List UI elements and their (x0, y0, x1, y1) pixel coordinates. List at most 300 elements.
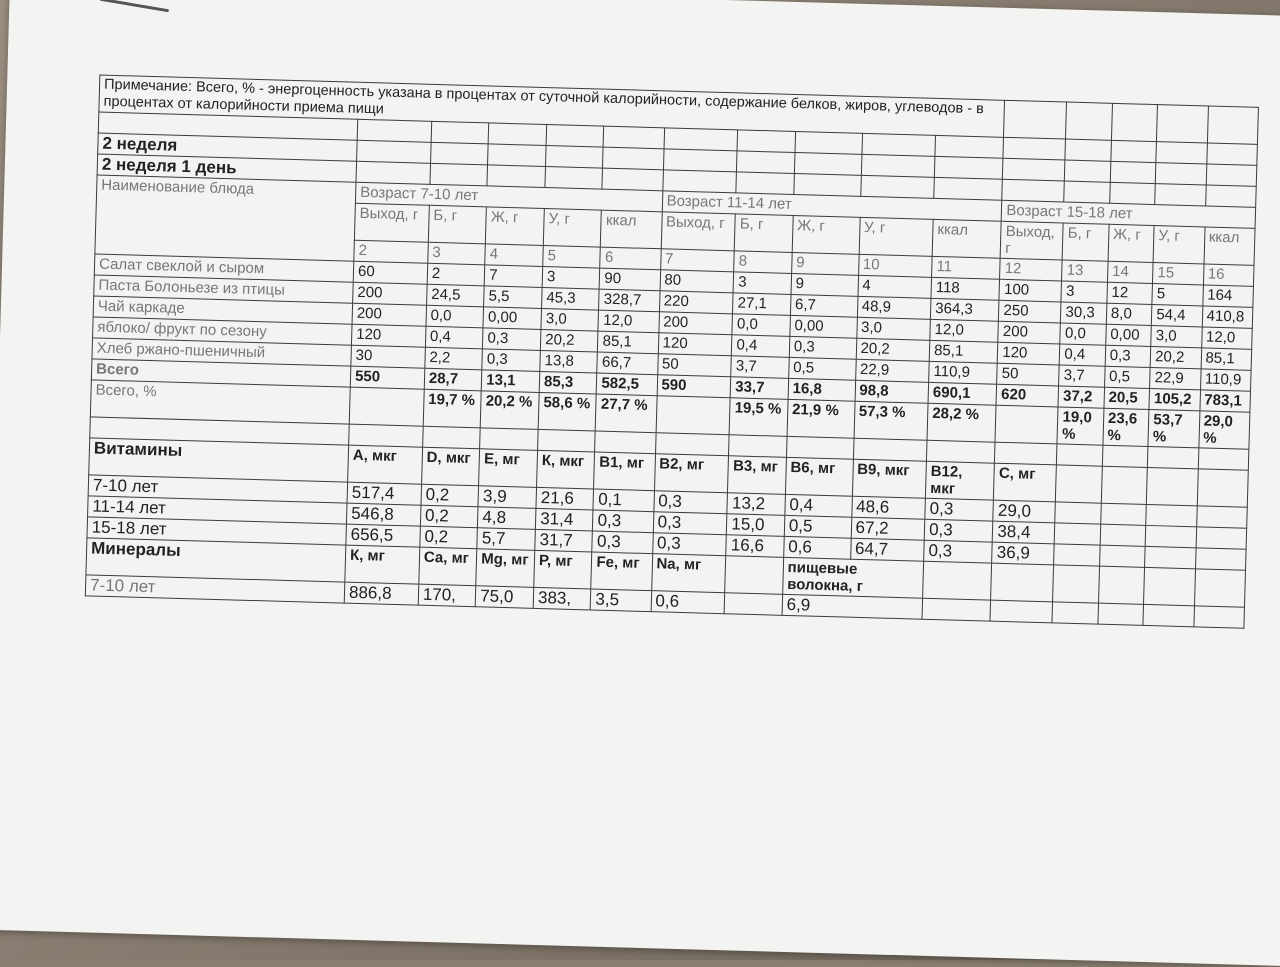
table-cell (1053, 565, 1099, 603)
dish-value: 118 (931, 277, 1000, 300)
total-pct-value: 29,0 % (1198, 411, 1249, 449)
dish-value: 13,8 (540, 350, 598, 373)
table-cell (488, 123, 546, 146)
dish-value: 54,4 (1152, 305, 1203, 327)
table-cell (1101, 503, 1147, 525)
vitamin-header: D, мкг (421, 447, 479, 486)
dish-value: 2 (427, 263, 485, 286)
dish-value: 0,00 (790, 315, 857, 338)
table-cell (1157, 105, 1208, 143)
column-header: Выход, г (661, 212, 736, 251)
dish-name-header: Наименование блюда (95, 175, 356, 261)
table-cell (729, 435, 787, 458)
table-cell (1146, 504, 1197, 526)
day-label: 2 неделя 1 день (97, 154, 356, 182)
vitamin-value: 0,3 (653, 491, 727, 514)
table-cell (1004, 100, 1067, 139)
table-cell (1055, 523, 1101, 545)
column-header: Б, г (735, 214, 793, 253)
vitamin-age: 15-18 лет (87, 517, 346, 545)
vitamin-age: 11-14 лет (88, 496, 347, 524)
minerals-title: Минералы (86, 538, 346, 582)
dish-value: 50 (997, 363, 1060, 386)
total-value: 550 (350, 366, 424, 389)
total-pct-value (995, 405, 1058, 444)
table-cell (1052, 602, 1098, 624)
column-header: Выход, г (354, 203, 429, 242)
vitamin-value: 31,4 (535, 508, 593, 531)
table-cell (1206, 143, 1257, 165)
mineral-value: 75,0 (475, 586, 533, 609)
column-number: 4 (485, 244, 543, 267)
vitamin-header: В2, мг (654, 454, 729, 493)
dish-value: 2,2 (425, 347, 483, 370)
vitamin-value: 0,2 (420, 526, 478, 549)
table-cell (1145, 525, 1196, 547)
total-value: 37,2 (1058, 386, 1104, 408)
vitamin-header: В3, мг (728, 456, 786, 495)
total-value: 105,2 (1149, 388, 1200, 410)
vitamin-value: 0,6 (783, 536, 850, 559)
vitamin-value: 64,7 (850, 538, 924, 561)
table-cell (1196, 506, 1247, 528)
vitamin-value: 0,3 (925, 498, 994, 521)
vitamin-value: 0,4 (785, 494, 852, 517)
total-pct-value: 27,7 % (596, 394, 657, 433)
table-cell (1147, 467, 1198, 505)
table-cell (1064, 181, 1110, 203)
table-cell (926, 440, 995, 463)
total-pct-value: 19,0 % (1057, 407, 1103, 445)
total-label: Всего (91, 359, 350, 387)
column-header: Выход, г (1000, 221, 1063, 260)
mineral-header: Р, мг (534, 550, 592, 589)
table-cell (1205, 185, 1256, 207)
vitamin-value: 0,2 (421, 484, 479, 507)
table-cell (431, 121, 489, 144)
total-value: 582,5 (597, 373, 658, 396)
table-cell (1145, 546, 1196, 568)
table-cell (546, 125, 604, 148)
vitamin-header: В6, мг (785, 457, 853, 496)
table-cell (488, 144, 546, 167)
dish-value: 3,0 (1151, 326, 1202, 348)
table-cell (1003, 137, 1066, 160)
vitamin-value: 656,5 (346, 524, 420, 547)
table-cell (603, 147, 664, 170)
table-cell (1102, 445, 1148, 467)
table-cell (664, 128, 738, 151)
dish-value: 3 (542, 266, 600, 289)
table-cell (1057, 444, 1103, 466)
vitamin-value: 0,2 (420, 505, 478, 528)
age-group-2: Возраст 15-18 лет (1002, 200, 1256, 228)
table-cell (1065, 160, 1111, 182)
table-cell (794, 173, 861, 196)
dish-value: 60 (353, 261, 427, 284)
dish-value: 27,1 (733, 293, 791, 316)
dish-value: 3,0 (541, 308, 599, 331)
dish-value: 22,9 (1150, 367, 1201, 389)
dish-value: 20,2 (540, 329, 598, 352)
dish-value: 100 (999, 279, 1062, 302)
vitamin-value: 546,8 (346, 503, 420, 526)
table-cell (480, 428, 538, 451)
dish-value: 164 (1202, 285, 1253, 307)
vitamin-header: Е, мг (479, 449, 538, 488)
table-cell (1144, 567, 1195, 605)
column-number: 12 (1000, 258, 1063, 281)
vitamin-value: 5,7 (477, 528, 535, 551)
table-cell (1148, 446, 1199, 468)
table-cell (430, 163, 488, 186)
table-cell (935, 135, 1004, 158)
mineral-value: 3,5 (591, 589, 652, 612)
mineral-header: Са, мг (419, 547, 477, 586)
dish-value: 20,2 (856, 338, 930, 361)
table-cell (422, 426, 480, 449)
vitamin-value: 13,2 (727, 493, 785, 516)
vitamin-value: 3,9 (478, 486, 536, 509)
mineral-header: К, мг (345, 545, 420, 584)
dish-value: 0,5 (788, 357, 855, 380)
note-text: Примечание: Всего, % - энергоценность указана в процентах от суточной калорийности, содержание белков, жиров, углеводов - в процентах от калорийности приема пищи (99, 75, 1005, 137)
vitamins-title: Витамины (89, 438, 349, 482)
vitamin-value: 0,3 (652, 533, 726, 556)
mineral-header: пищевые волокна, г (782, 557, 923, 598)
vitamin-value: 31,7 (535, 529, 593, 552)
dish-value: 200 (998, 321, 1061, 344)
column-header: ккал (932, 219, 1001, 258)
dish-value: 0,4 (425, 326, 483, 349)
dish-value: 12,0 (598, 310, 659, 333)
vitamin-value: 0,3 (592, 531, 653, 554)
total-pct-value: 21,9 % (787, 399, 855, 438)
total-value: 783,1 (1199, 390, 1250, 412)
table-cell (1156, 142, 1207, 164)
dish-value: 120 (658, 333, 732, 356)
table-cell (860, 175, 934, 198)
table-cell (349, 424, 423, 447)
table-cell (1155, 184, 1206, 206)
dish-value: 0,00 (483, 307, 541, 330)
table-cell (356, 161, 430, 184)
table-cell (602, 168, 663, 191)
column-number: 9 (791, 252, 858, 275)
column-number: 3 (428, 242, 486, 265)
table-cell (1099, 545, 1145, 567)
dish-value: 0,3 (789, 336, 856, 359)
table-cell (1143, 604, 1194, 626)
dish-value: 9 (791, 273, 858, 296)
dish-value: 22,9 (855, 359, 929, 382)
total-pct-value (349, 387, 424, 426)
total-pct-value: 19,7 % (423, 389, 481, 428)
total-pct-value: 23,6 % (1103, 408, 1149, 446)
mineral-value: 170, (418, 584, 476, 607)
table-cell (1198, 448, 1249, 470)
vitamin-header: А, мкг (348, 445, 423, 484)
dish-name: Хлеб ржано-пшеничный (92, 338, 351, 366)
dish-value: 3,0 (856, 317, 930, 340)
table-cell (357, 119, 431, 142)
table-cell (1111, 140, 1157, 162)
mineral-value: 6,9 (782, 594, 923, 619)
dish-value: 0,0 (426, 305, 484, 328)
total-pct-value: 58,6 % (538, 392, 596, 431)
table-cell (604, 126, 665, 149)
table-cell (663, 149, 737, 172)
table-cell (1002, 179, 1065, 202)
column-number: 16 (1203, 264, 1254, 286)
column-number: 2 (354, 240, 428, 263)
total-value: 85,3 (539, 371, 597, 394)
table-cell (1111, 103, 1157, 141)
dish-value: 220 (659, 291, 733, 314)
table-cell (655, 433, 729, 456)
vitamin-value: 517,4 (347, 482, 421, 505)
table-cell (1195, 548, 1246, 570)
total-value: 620 (996, 384, 1059, 407)
vitamin-value: 0,1 (593, 489, 654, 512)
total-pct-value: 20,2 % (480, 391, 539, 430)
table-cell (595, 431, 656, 454)
vitamin-age: 7-10 лет (88, 475, 347, 503)
dish-value: 410,8 (1202, 306, 1253, 328)
dish-value: 24,5 (426, 284, 484, 307)
vitamin-header: В12, мкг (925, 461, 994, 500)
column-number: 7 (660, 249, 734, 272)
dish-value: 20,2 (1150, 346, 1201, 368)
vitamin-header: В9, мкг (852, 459, 927, 498)
mineral-value: 886,8 (344, 582, 418, 605)
vitamin-value: 29,0 (993, 500, 1056, 523)
dish-value: 0,3 (1105, 345, 1151, 367)
dish-value: 5,5 (484, 286, 542, 309)
mineral-header: Mg, мг (476, 549, 535, 588)
column-header: Б, г (1062, 223, 1108, 261)
dish-value: 8,0 (1106, 303, 1152, 325)
total-value: 33,7 (730, 377, 788, 400)
vitamin-value: 36,9 (992, 542, 1055, 565)
total-value: 16,8 (788, 378, 855, 401)
dish-value: 3,7 (731, 356, 789, 379)
vitamin-value: 21,6 (536, 487, 594, 510)
dish-value: 110,9 (929, 361, 998, 384)
vitamin-header: В1, мг (594, 452, 655, 491)
column-header: У, г (543, 209, 601, 248)
table-cell (786, 436, 853, 459)
column-number: 6 (600, 247, 661, 270)
dish-value: 45,3 (542, 287, 600, 310)
dish-value: 0,4 (1060, 344, 1106, 366)
table-cell (1056, 465, 1102, 503)
dish-name: Паста Болоньезе из птицы (94, 275, 353, 303)
dish-value: 12,0 (1201, 327, 1252, 349)
vitamin-value: 0,3 (593, 510, 654, 533)
table-cell (736, 172, 794, 195)
pen-mark (100, 0, 170, 12)
vitamin-value: 0,3 (653, 512, 727, 535)
table-cell (1197, 469, 1248, 507)
menu-table (85, 75, 1259, 629)
table-cell (861, 154, 935, 177)
table-cell (1110, 161, 1156, 183)
total-pct-value: 19,5 % (729, 398, 787, 437)
column-number: 5 (543, 245, 601, 268)
dish-value: 200 (353, 282, 427, 305)
dish-name: Салат свеклой и сыром (94, 254, 353, 282)
table-cell (538, 429, 596, 452)
dish-value: 48,9 (857, 296, 931, 319)
mineral-value: 383, (533, 587, 591, 610)
table-cell (487, 165, 545, 188)
vitamin-value: 48,6 (851, 496, 925, 519)
dish-value: 30,3 (1061, 302, 1107, 324)
dish-value: 90 (600, 268, 661, 291)
dish-value: 3 (733, 272, 791, 295)
column-header: Ж, г (792, 215, 860, 254)
table-cell (545, 167, 603, 190)
column-number: 14 (1107, 261, 1153, 283)
dish-value: 200 (352, 303, 426, 326)
dish-value: 7 (484, 265, 542, 288)
total-value: 28,7 (424, 368, 482, 391)
total-pct-label: Всего, % (90, 380, 350, 424)
dish-value: 110,9 (1200, 369, 1251, 391)
total-pct-value: 53,7 % (1148, 409, 1199, 447)
table-cell (934, 177, 1003, 200)
vitamin-header: С, мг (994, 463, 1057, 502)
table-cell (861, 133, 935, 156)
table-cell (1055, 502, 1101, 524)
table-cell (737, 151, 795, 174)
table-cell (1101, 466, 1147, 504)
table-cell (1100, 524, 1146, 546)
mineral-value (724, 593, 782, 616)
dish-value: 12,0 (930, 319, 999, 342)
column-header: У, г (1153, 226, 1204, 264)
column-number: 13 (1062, 260, 1108, 282)
table-cell (546, 146, 604, 169)
age-group-0: Возраст 7-10 лет (355, 182, 662, 212)
total-pct-value: 28,2 % (927, 403, 996, 442)
table-cell (357, 140, 431, 163)
dish-name: яблоко/ фрукт по сезону (93, 317, 352, 345)
column-header: Ж, г (1108, 224, 1154, 262)
total-pct-value: 57,3 % (854, 401, 929, 440)
table-cell (1196, 527, 1247, 549)
vitamin-value: 4,8 (478, 507, 536, 530)
dish-value: 0,0 (1060, 323, 1106, 345)
vitamin-value: 0,3 (924, 540, 993, 563)
dish-value: 85,1 (929, 340, 998, 363)
mineral-age: 7-10 лет (85, 575, 344, 603)
column-header: ккал (1204, 227, 1255, 265)
dish-value: 364,3 (930, 298, 999, 321)
mineral-value: 0,6 (651, 591, 725, 614)
table-cell (1054, 544, 1100, 566)
table-cell (1206, 164, 1257, 186)
column-number: 15 (1153, 263, 1204, 285)
dish-value: 0,5 (1104, 366, 1150, 388)
dish-value: 30 (351, 345, 425, 368)
vitamin-value: 15,0 (727, 514, 785, 537)
dish-value: 0,4 (732, 335, 790, 358)
dish-value: 5 (1152, 284, 1203, 306)
table-cell (1066, 102, 1112, 140)
column-header: ккал (601, 210, 662, 249)
column-number: 8 (734, 251, 792, 274)
column-number: 10 (858, 254, 932, 277)
dish-name: Чай каркаде (93, 296, 352, 324)
dish-value: 0,3 (483, 328, 541, 351)
column-header: Б, г (428, 205, 486, 244)
table-cell (1098, 603, 1144, 625)
dish-value: 66,7 (597, 352, 658, 375)
column-header: У, г (859, 217, 934, 256)
table-cell (934, 156, 1003, 179)
table-cell (991, 563, 1054, 602)
table-cell (1193, 606, 1244, 628)
table-cell (1194, 569, 1245, 607)
age-group-1: Возраст 11-14 лет (662, 191, 1002, 221)
dish-value: 50 (657, 354, 731, 377)
dish-value: 85,1 (598, 331, 659, 354)
dish-value: 328,7 (599, 289, 660, 312)
table-cell (853, 438, 927, 461)
vitamin-value: 0,5 (784, 515, 851, 538)
table-cell (430, 142, 488, 165)
table-cell (737, 130, 795, 153)
vitamin-value: 16,6 (726, 535, 784, 558)
total-value: 13,1 (481, 370, 539, 393)
mineral-header: Fe, мг (591, 552, 652, 591)
dish-value: 200 (658, 312, 732, 335)
table-cell (1098, 566, 1144, 604)
total-value: 20,5 (1104, 387, 1150, 409)
table-cell (1207, 106, 1258, 144)
table-cell (1155, 163, 1206, 185)
table-cell (995, 442, 1058, 465)
vitamin-header: К, мкг (537, 450, 595, 489)
table-cell (795, 131, 862, 154)
vitamin-value: 0,3 (924, 519, 993, 542)
dish-value: 0,0 (732, 314, 790, 337)
dish-value: 85,1 (1201, 348, 1252, 370)
total-value: 690,1 (928, 382, 997, 405)
column-number: 11 (932, 256, 1001, 279)
total-pct-value (656, 396, 731, 435)
dish-value: 6,7 (790, 294, 857, 317)
dish-value: 0,00 (1106, 324, 1152, 346)
table-cell (1065, 139, 1111, 161)
dish-value: 4 (858, 275, 932, 298)
dish-value: 80 (660, 270, 734, 293)
dish-value: 12 (1107, 282, 1153, 304)
table-cell (794, 152, 861, 175)
table-cell (923, 561, 992, 600)
week-label: 2 неделя (98, 133, 357, 161)
total-value: 98,8 (855, 380, 929, 403)
dish-value: 0,3 (482, 349, 540, 372)
total-value: 590 (657, 375, 731, 398)
mineral-header (725, 556, 783, 595)
table-cell (1003, 158, 1066, 181)
dish-value: 120 (998, 342, 1061, 365)
vitamin-value: 67,2 (851, 517, 925, 540)
column-header: Ж, г (486, 207, 545, 246)
